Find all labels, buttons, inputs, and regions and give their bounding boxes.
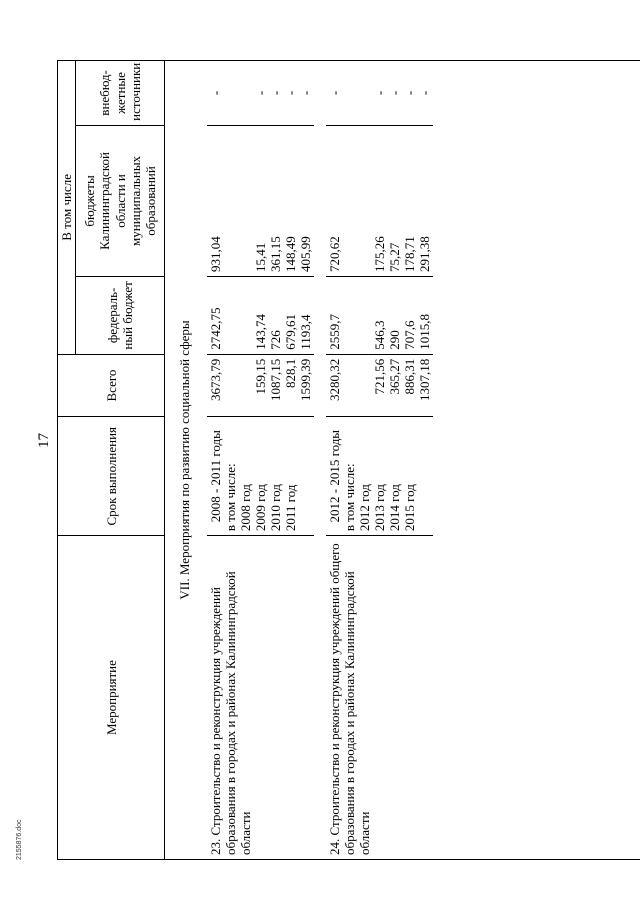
header-federal: федераль-ный бюджет — [76, 277, 165, 355]
year-term: 2014 год — [386, 484, 402, 532]
total-main: 3280,32 — [326, 358, 342, 401]
extra-cell — [326, 61, 433, 126]
total-main: 3673,79 — [207, 358, 223, 401]
breakdown-label: в том числе: — [222, 463, 238, 532]
year-extra: - — [252, 90, 268, 96]
year-total: 365,27 — [386, 358, 402, 395]
year-federal: 1193,4 — [297, 314, 313, 350]
federal-main: 2559,7 — [326, 314, 342, 350]
year-extra: - — [297, 90, 313, 96]
year-total: 828,1 — [282, 358, 298, 388]
year-regional: 148,49 — [282, 236, 298, 273]
term-main: 2008 - 2011 годы — [207, 430, 223, 523]
year-federal: 546,3 — [371, 320, 387, 350]
year-total: 1599,39 — [297, 358, 313, 401]
year-total: 721,56 — [371, 358, 387, 395]
year-extra: - — [267, 90, 283, 96]
header-group: В том числе — [58, 61, 76, 355]
page-number: 17 — [36, 433, 52, 448]
extra-cell — [207, 61, 314, 126]
year-regional: 361,15 — [267, 236, 283, 273]
year-regional: 175,26 — [371, 236, 387, 273]
total-cell — [326, 354, 433, 417]
year-term: 2010 год — [267, 484, 283, 532]
term-main: 2012 - 2015 годы — [326, 429, 342, 523]
year-federal: 679,61 — [282, 314, 298, 350]
total-cell — [207, 354, 314, 417]
section-title: VII. Мероприятия по развитию социальной сферы — [165, 61, 207, 860]
regional-main: 931,04 — [207, 236, 223, 273]
header-event: Мероприятие — [58, 536, 165, 860]
regional-cell — [207, 125, 314, 276]
year-extra: - — [416, 90, 432, 96]
year-federal: 290 — [386, 330, 402, 350]
federal-cell — [207, 277, 314, 355]
year-federal: 143,74 — [252, 314, 268, 350]
year-term: 2008 год — [237, 484, 253, 532]
year-regional: 291,38 — [416, 236, 432, 273]
federal-main: 2742,75 — [207, 307, 223, 350]
term-cell — [326, 417, 433, 536]
year-extra: - — [371, 90, 387, 96]
year-federal: 1015,8 — [416, 314, 432, 350]
header-regional: бюджеты Калининградской области и муниципальных образований — [76, 125, 165, 276]
year-regional: 15,41 — [252, 242, 268, 273]
federal-cell — [326, 277, 433, 355]
year-extra: - — [386, 90, 402, 96]
year-term: 2015 год — [401, 484, 417, 532]
extra-main: - — [326, 90, 342, 96]
year-federal: 726 — [267, 330, 283, 350]
extra-main: - — [207, 90, 223, 96]
regional-cell — [326, 125, 433, 276]
year-extra: - — [282, 90, 298, 96]
year-term: 2011 год — [282, 484, 298, 532]
measures-table — [57, 60, 640, 860]
table-row — [326, 61, 433, 860]
year-total: 886,31 — [401, 358, 417, 395]
header-total: Всего — [58, 354, 165, 417]
year-regional: 405,99 — [297, 236, 313, 273]
header-extra: внебюд-жетные источники — [76, 61, 165, 126]
table-row — [207, 61, 314, 860]
year-regional: 75,27 — [386, 242, 402, 273]
year-term: 2012 год — [356, 484, 372, 532]
event-cell: 24. Строительство и реконструкция учреждений общего образования в городах и районах Калининградской области — [326, 536, 433, 860]
year-extra: - — [401, 90, 417, 96]
event-cell: 23. Строительство и реконструкция учреждений образования в городах и районах Калининградской области — [207, 536, 314, 860]
header-term: Срок выполнения — [58, 417, 165, 536]
rotated-page — [57, 60, 522, 860]
year-total: 159,15 — [252, 358, 268, 395]
regional-main: 720,62 — [326, 236, 342, 273]
year-federal: 707,6 — [401, 320, 417, 350]
year-total: 1087,15 — [267, 358, 283, 401]
year-regional: 178,71 — [401, 236, 417, 273]
year-term: 2013 год — [371, 484, 387, 532]
breakdown-label: в том числе: — [341, 463, 357, 532]
term-cell — [207, 417, 314, 536]
document-id: 2155876.doc — [16, 819, 23, 860]
year-total: 1307,18 — [416, 358, 432, 401]
year-term: 2009 год — [252, 484, 268, 532]
